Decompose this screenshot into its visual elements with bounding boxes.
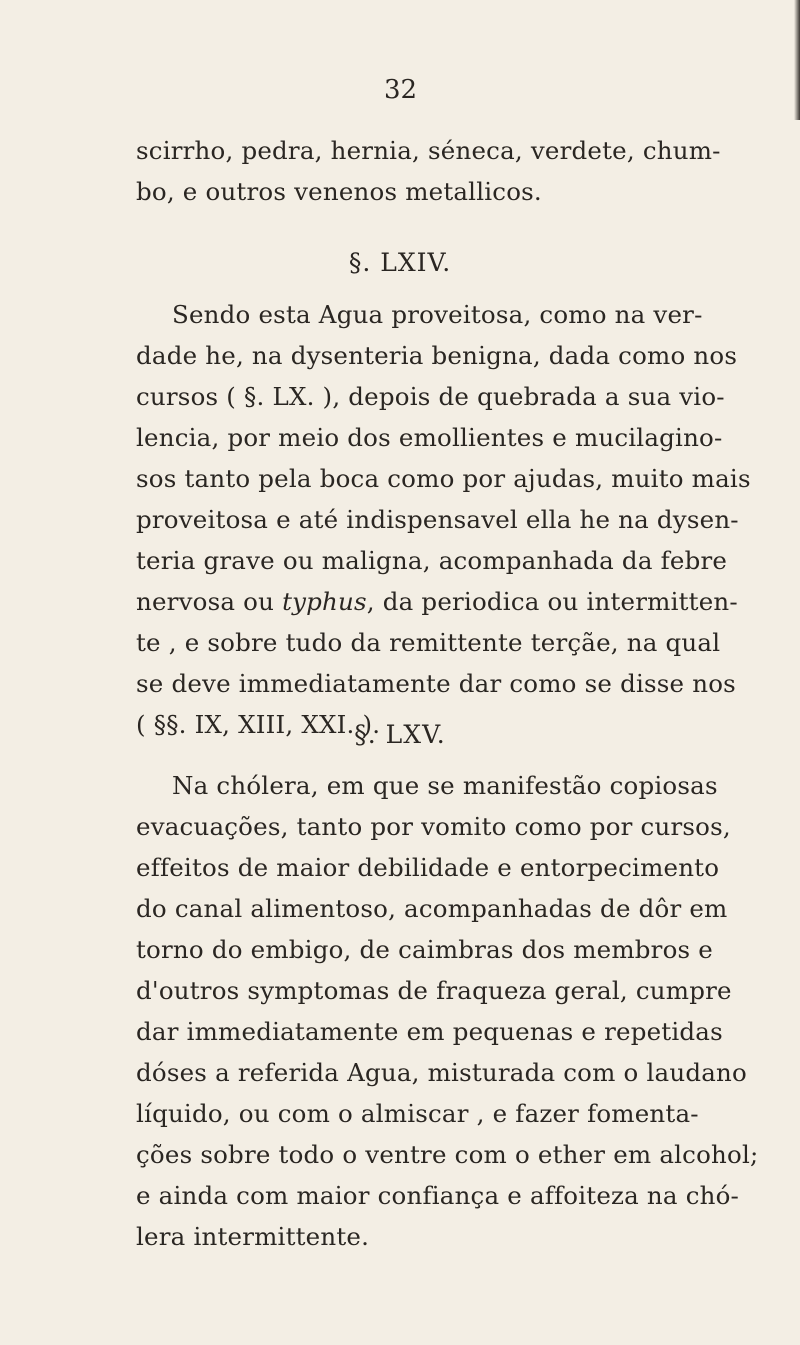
text-line: effeitos de maior debilidade e entorpecimento <box>136 853 720 882</box>
text-line: ( §§. IX, XIII, XXI. ). <box>136 710 381 739</box>
text-line: torno do embigo, de caimbras dos membros e <box>136 935 713 964</box>
text-fragment: , da periodica ou intermitten- <box>366 587 738 616</box>
text-line: Na chólera, em que se manifestão copiosas <box>172 771 718 800</box>
section-64-paragraph <box>136 294 794 745</box>
text-line: se deve immediatamente dar como se disse nos <box>136 669 736 698</box>
text-line: Sendo esta Agua proveitosa, como na ver- <box>172 300 703 329</box>
italic-term-typhus: typhus <box>282 587 367 616</box>
continuation-paragraph <box>136 130 794 212</box>
text-line: lencia, por meio dos emollientes e mucilagino- <box>136 423 723 452</box>
text-line: e ainda com maior confiança e affoiteza na chó- <box>136 1181 740 1210</box>
section-heading-65: §. LXV. <box>354 720 446 749</box>
page-number: 32 <box>384 75 418 105</box>
text-line: dóses a referida Agua, misturada com o laudano <box>136 1058 747 1087</box>
section-heading-64: §. LXIV. <box>348 248 452 277</box>
text-line: lera intermittente. <box>136 1222 370 1251</box>
text-line: líquido, ou com o almiscar , e fazer fomenta- <box>136 1099 699 1128</box>
text-line: teria grave ou maligna, acompanhada da febre <box>136 546 728 575</box>
text-line: te , e sobre tudo da remittente terçãe, na qual <box>136 628 721 657</box>
text-line: proveitosa e até indispensavel ella he na dysen- <box>136 505 739 534</box>
text-line: d'outros symptomas de fraqueza geral, cumpre <box>136 976 732 1005</box>
page-edge-shadow <box>794 0 800 120</box>
text-line <box>136 581 794 622</box>
text-line: bo, e outros venenos metallicos. <box>136 177 542 206</box>
text-line: cursos ( §. LX. ), depois de quebrada a sua vio- <box>136 382 725 411</box>
text-line: ções sobre todo o ventre com o ether em alcohol; <box>136 1140 759 1169</box>
text-line: dar immediatamente em pequenas e repetidas <box>136 1017 723 1046</box>
text-line: evacuações, tanto por vomito como por cursos, <box>136 812 731 841</box>
text-line: scirrho, pedra, hernia, séneca, verdete, chum- <box>136 136 721 165</box>
text-line: do canal alimentoso, acompanhadas de dôr em <box>136 894 728 923</box>
section-65-paragraph <box>136 765 794 1257</box>
text-line: dade he, na dysenteria benigna, dada como nos <box>136 341 738 370</box>
text-fragment: nervosa ou <box>136 587 283 616</box>
text-line: sos tanto pela boca como por ajudas, muito mais <box>136 464 751 493</box>
